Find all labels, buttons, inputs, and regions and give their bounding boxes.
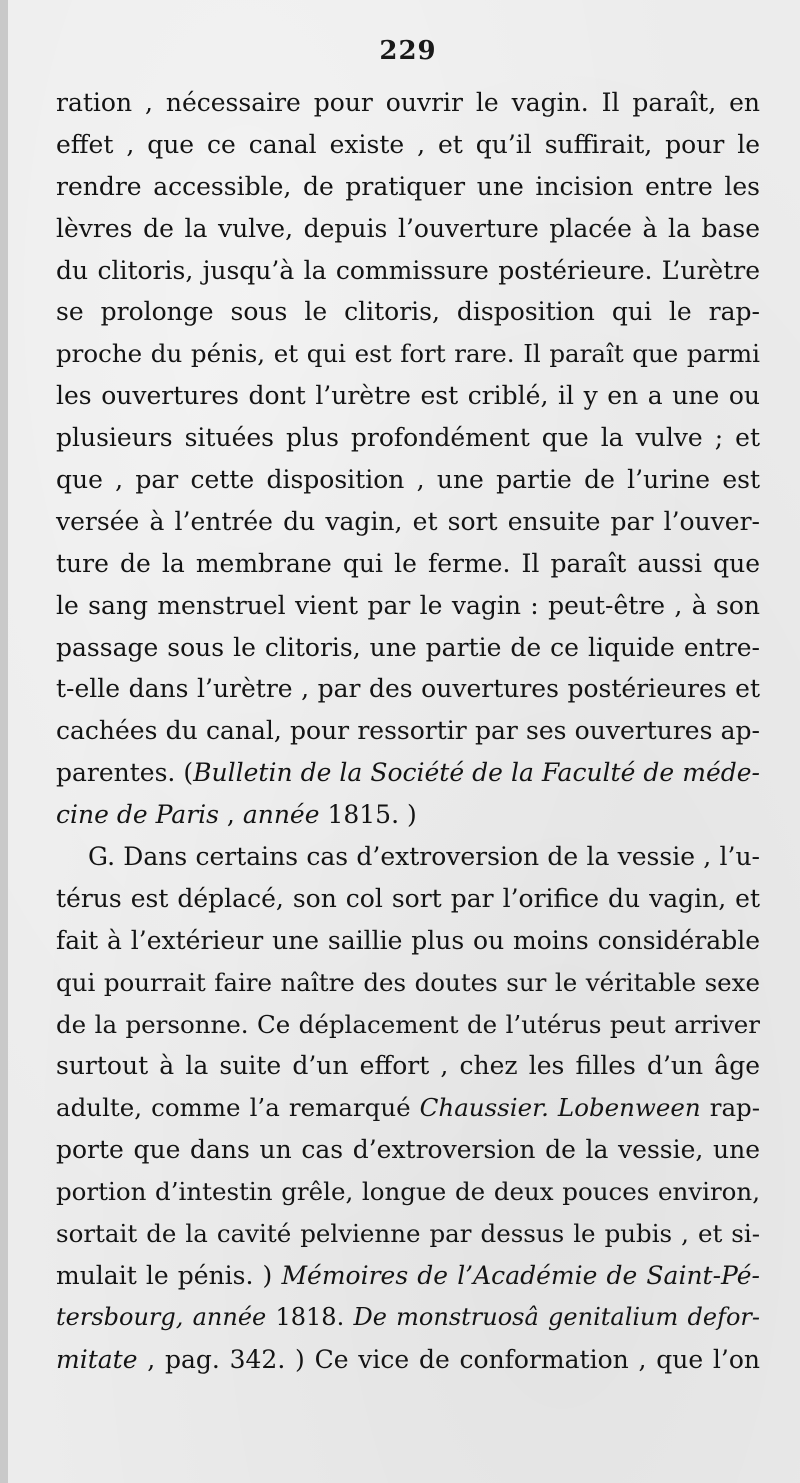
text-segment: porte que dans un cas d’extroversion de la vessie, une [56, 1135, 760, 1165]
text-segment: parentes. ( [56, 758, 194, 788]
text-line [56, 1255, 760, 1297]
text-segment: se prolonge sous le clitoris, disposition qui le rap- [56, 297, 760, 327]
text-segment: mulait le pénis. ) [56, 1260, 282, 1290]
text-line [56, 752, 760, 794]
text-line [56, 794, 760, 836]
italic-text: cine de Paris [56, 800, 219, 830]
text-line [56, 250, 760, 292]
text-segment: qui pourrait faire naître des doutes sur le véritable sexe [56, 967, 760, 997]
page-number: 229 [379, 36, 437, 66]
text-segment: adulte, comme l’a remarqué [56, 1093, 420, 1123]
text-segment: 1818. [266, 1302, 354, 1331]
italic-text: année [242, 800, 320, 830]
text-line [56, 82, 760, 124]
text-line [56, 1087, 760, 1129]
text-line [56, 920, 760, 962]
text-line [56, 459, 760, 501]
text-segment: t-elle dans l’urètre , par des ouvertures postérieures et [56, 674, 760, 704]
text-segment: du clitoris, jusqu’à la commissure postérieure. L’urètre [56, 255, 760, 285]
text-segment: 1815. ) [319, 800, 417, 830]
text-segment: rendre accessible, de pratiquer une incision entre les [56, 171, 760, 201]
text-line [56, 1213, 760, 1255]
body-text [56, 82, 760, 1381]
book-page [8, 0, 800, 1483]
text-segment: plusieurs situées plus profondément que la vulve ; et [56, 423, 760, 453]
text-segment: rap- [700, 1093, 761, 1123]
text-segment: ture de la membrane qui le ferme. Il paraît aussi que [56, 548, 760, 578]
italic-text: tersbourg, année [56, 1302, 267, 1331]
text-segment: proche du pénis, et qui est fort rare. Il paraît que parmi [56, 339, 760, 369]
text-segment: , pag. 342. ) Ce vice de conformation , que l’on [137, 1344, 760, 1374]
text-line [56, 962, 760, 1004]
text-segment: fait à l’extérieur une saillie plus ou moins considérable [56, 925, 760, 955]
text-line [56, 543, 760, 585]
italic-text: De monstruosâ genitalium defor- [353, 1302, 760, 1331]
text-line [56, 1171, 760, 1213]
text-segment: surtout à la suite d’un effort , chez les filles d’un âge [56, 1051, 760, 1081]
text-segment: de la personne. Ce déplacement de l’utérus peut arriver [56, 1009, 760, 1039]
text-line [56, 1297, 760, 1339]
text-segment: que , par cette disposition , une partie de l’urine est [56, 465, 760, 495]
text-segment: portion d’intestin grêle, longue de deux pouces environ, [56, 1177, 760, 1207]
italic-text: Mémoires de l’Académie de Saint-Pé- [281, 1260, 760, 1290]
text-segment: cachées du canal, pour ressortir par ses ouvertures ap- [56, 716, 760, 746]
text-line [56, 1045, 760, 1087]
text-segment: le sang menstruel vient par le vagin : peut-être , à son [56, 590, 760, 620]
text-line [56, 1129, 760, 1171]
text-line [56, 208, 760, 250]
text-segment: , [218, 800, 243, 830]
text-segment: térus est déplacé, son col sort par l’orifice du vagin, et [56, 883, 760, 913]
text-line [56, 627, 760, 669]
italic-text: Chaussier. Lobenween [419, 1093, 701, 1123]
text-segment: passage sous le clitoris, une partie de ce liquide entre- [56, 632, 760, 662]
text-segment: ration , nécessaire pour ouvrir le vagin. Il paraît, en [56, 88, 760, 117]
text-segment: effet , que ce canal existe , et qu’il suffirait, pour le [56, 129, 760, 159]
text-line [56, 333, 760, 375]
text-line [56, 124, 760, 166]
text-line [56, 375, 760, 417]
italic-text: Bulletin de la Société de la Faculté de méde- [193, 758, 760, 788]
text-line [56, 668, 760, 710]
text-segment: sortait de la cavité pelvienne par dessus le pubis , et si- [56, 1219, 760, 1249]
text-line [56, 1339, 760, 1381]
text-segment: versée à l’entrée du vagin, et sort ensuite par l’ouver- [56, 506, 760, 536]
text-line [56, 878, 760, 920]
text-line [56, 836, 760, 878]
text-segment: G. Dans certains cas d’extroversion de la vessie , l’u- [88, 842, 760, 872]
text-line [56, 585, 760, 627]
text-line [56, 166, 760, 208]
text-line [56, 501, 760, 543]
text-line [56, 710, 760, 752]
italic-text: mitate [56, 1344, 138, 1374]
text-line [56, 1004, 760, 1046]
text-segment: lèvres de la vulve, depuis l’ouverture placée à la base [56, 213, 760, 243]
text-line [56, 291, 760, 333]
text-segment: les ouvertures dont l’urètre est criblé, il y en a une ou [56, 381, 760, 411]
text-line [56, 417, 760, 459]
